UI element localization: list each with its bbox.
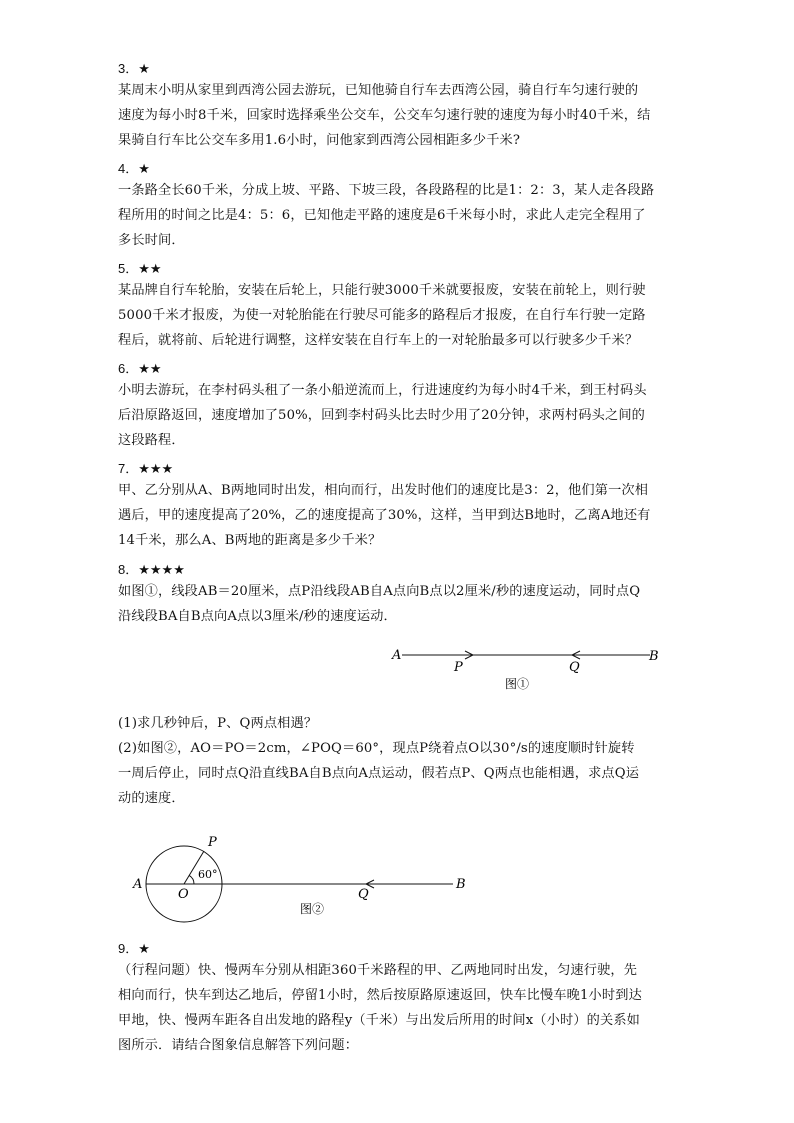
label-a: A [392,648,402,663]
question-5 [118,260,678,353]
question-8-part-1 [118,711,678,736]
question-number: 8．★★★★ [118,562,185,577]
question-8 [118,561,678,629]
question-text: (1)求几秒钟后，P、Q两点相遇？ [118,716,318,731]
question-text: 小明去游玩，在李村码头租了一条小船逆流而上，行进速度约为每小时4千米，到王村码头 后沿原路返回，速度增加了50%，回到李村码头比去时少用了20分钟，求两村码头之间的 这段路程． [118,383,647,448]
question-text: 一条路全长60千米，分成上坡、平路、下坡三段，各段路程的比是1：2：3，某人走各段路 程所用的时间之比是4：5：6，已知他走平路的速度是6千米每小时，求此人走完全程用了 多长时间． [118,183,655,248]
label-p: P [208,835,217,850]
question-text: 如图①，线段AB＝20厘米，点P沿线段AB自A点向B点以2厘米/秒的速度运动，同时点Q 沿线段BA自B点向A点以3厘米/秒的速度运动． [118,584,641,624]
label-p: P [454,660,463,675]
figure-1-caption: 图① [505,677,530,691]
question-number: 9．★ [118,941,150,956]
figure-2-diagram [128,830,478,925]
question-number: 4．★ [118,161,150,176]
figure-2-caption: 图② [300,902,325,916]
question-text: (2)如图②，AO＝PO＝2cm，∠POQ＝60°，现点P绕着点O以30°/s的速度顺时针旋转 一周后停止，同时点Q沿直线BA自B点向A点运动，假若点P、Q两点也能相遇，求点Q运 动的速度． [118,741,640,806]
label-b: B [649,649,659,664]
label-b: B [456,877,466,892]
question-number: 7．★★★ [118,461,174,476]
label-q: Q [569,660,580,675]
label-a: A [133,877,143,892]
question-number: 6．★★ [118,361,162,376]
figure-1 [380,640,680,696]
question-3 [118,60,678,153]
question-8-part-2 [118,736,678,811]
figure-1-diagram [380,640,680,696]
question-text: 某品牌自行车轮胎，安装在后轮上，只能行驶3000千米就要报废，安装在前轮上，则行驶 5000千米才报废，为使一对轮胎能在行驶尽可能多的路程后才报废，在自行车行驶一定路 程后，就将前、后轮进行调整，这样安装在自行车上的一对轮胎最多可以行驶多少千米？ [118,283,646,348]
question-number: 5．★★ [118,261,162,276]
question-4 [118,160,678,253]
figure-2 [128,830,478,925]
angle-label: 60° [198,868,218,881]
question-number: 3．★ [118,61,150,76]
angle-arc [189,875,194,884]
question-9 [118,940,678,1058]
question-text: 甲、乙分别从A、B两地同时出发，相向而行，出发时他们的速度比是3：2，他们第一次相 遇后，甲的速度提高了20%，乙的速度提高了30%，这样，当甲到达B地时，乙离A地还有 14千米，那么A、B两地的距离是多少千米？ [118,483,651,548]
question-6 [118,360,678,453]
question-text: 某周末小明从家里到西湾公园去游玩，已知他骑自行车去西湾公园，骑自行车匀速行驶的 速度为每小时8千米，回家时选择乘坐公交车，公交车匀速行驶的速度为每小时40千米，结 果骑自行车比公交车多用1.6小时，问他家到西湾公园相距多少千米? [118,83,651,148]
question-7 [118,460,678,553]
label-q: Q [358,887,369,902]
question-text: （行程问题）快、慢两车分别从相距360千米路程的甲、乙两地同时出发，匀速行驶，先 相向而行，快车到达乙地后，停留1小时，然后按原路原速返回，快车比慢车晚1小时到达 甲地，快、慢两车距各自出发地的路程y（千米）与出发后所用的时间x（小时）的关系如 图所示．请结合图象信息解答下列问题： [118,963,642,1053]
label-o: O [178,887,189,902]
